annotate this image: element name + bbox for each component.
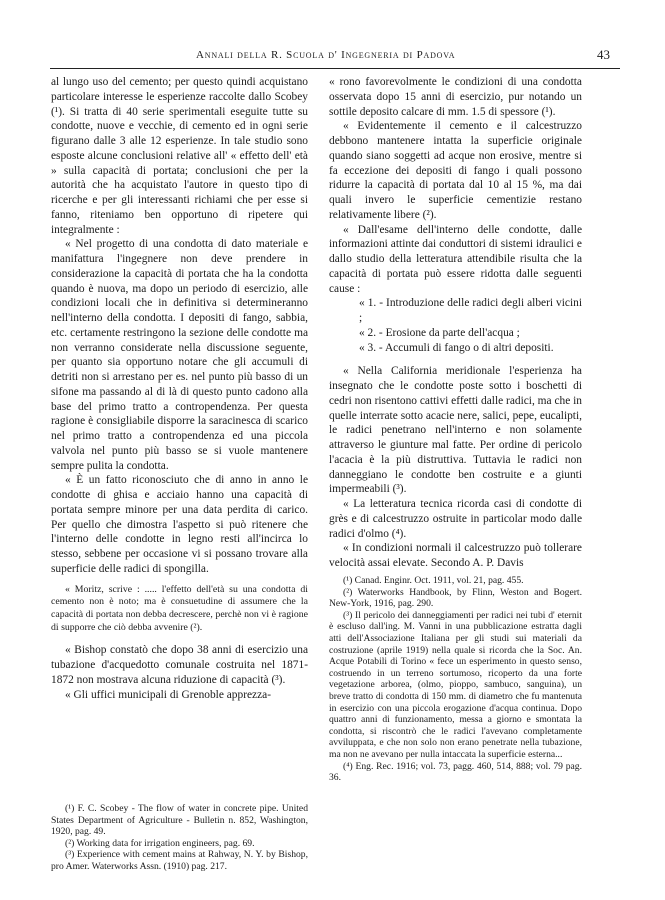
paragraph: « Nella California meridionale l'esperienza ha insegnato che le condotte poste sotto i boschetti di cedri non risentono cattivi effetti dalle radici, ma che in quelle interrate sotto acacie nere, salici, pepe, eucalipti, le radici penetrano nell'interno e non solamente attraverso le giunture mal fatte. Per ordine di pericolo l'acacia è la più distruttiva. Tuttavia le radici non danneggiano le condotte ben costruite e a giunti impermeabili (³). [329,365,582,496]
right-column [329,75,582,571]
paragraph: « È un fatto riconosciuto che di anno in anno le condotte di ghisa e acciaio hanno una capacità di portata sempre minore per una data perdita di carico. Per quello che dimostra l'aspetto si può ritenere che l'interno delle condotte in legno resti all'incirca lo stesso, sebbene per occasione vi si possano trovare alla superficie delle radici di spongilla. [51,474,308,575]
paragraph: « Bishop constatò che dopo 38 anni di esercizio una tubazione d'acquedotto comunale costruita nel 1871-1872 non mostrava alcuna riduzione di capacità (³). [51,644,308,686]
footnote: (²) Working data for irrigation engineers, pag. 69. [65,837,255,849]
footnote: (¹) F. C. Scobey - The flow of water in concrete pipe. United States Department of Agriculture - Bulletin n. 852, Washington, 1920, pag. 49. [51,803,308,838]
paragraph: « Dall'esame dell'interno delle condotte, dalle informazioni attinte dai conduttori di sistemi idraulici e dallo studio della letteratura attendibile risulta che la capacità di portata può essere ridotta dalle seguenti cause : [329,223,582,295]
paragraph: « La letteratura tecnica ricorda casi di condotte di grès e di calcestruzzo ostruite in particolar modo dalle radici d'olmo (⁴). [329,498,582,540]
paragraph: « Evidentemente il cemento e il calcestruzzo debbono mantenere intatta la superficie originale quando siano soggetti ad acque non erosive, mentre si fa eccezione dei depositi di fango i quali possono ridurre la capacità di portata dal 10 al 15 %, ma dai quali invero le superficie cementizie restano relativamente libere (²). [329,120,582,221]
page-number: 43 [597,47,610,62]
paragraph: al lungo uso del cemento; per questo quindi acquistano particolare interesse le esperienze raccolte dallo Scobey (¹). Si tratta di 40 serie sperimentali eseguite tutte su condotte, nuove e vecchie, di cemento ed in ogni serie figurano dalle 3 alle 12 esperienze. In tale studio sono esposte alcune conclusioni relative all' « effetto dell' età » sulla capacità di portata; conclusioni che per la autorità che ha acquistato l'autore in questo tipo di ricerche e per gli interessanti richiami che per esse si fanno, riteniamo ben opportuno di ripetere qui integralmente : [51,76,308,236]
paragraph: « In condizioni normali il calcestruzzo può tollerare velocità assai elevate. Secondo A. P. Davis [329,542,582,569]
left-column [51,75,308,702]
paragraph: « rono favorevolmente le condizioni di una condotta osservata dopo 15 anni di esercizio, pur notando un sottile deposito calcare di mm. 1.5 di spessore (¹). [329,76,582,118]
header-divider [50,68,620,69]
right-footnotes [329,575,582,784]
moritz-quote: « Moritz, scrive : ..... l'effetto dell'età su una condotta di cemento non è noto; ma è consuetudine di assumere che la capacità di portata non debba decrescere, perchè non vi è ragione di supporre che ciò debba avvenire (²). [51,583,308,633]
causes-list [329,296,582,355]
list-item: « 3. - Accumuli di fango o di altri depositi. [359,341,554,354]
footnote: (³) Experience with cement mains at Rahway, N. Y. by Bishop, pro Amer. Waterworks Assn. (1910) pag. 217. [51,849,308,872]
left-footnotes [51,803,308,873]
footnote: (¹) Canad. Enginr. Oct. 1911, vol. 21, pag. 455. [343,575,524,586]
footnote: (³) Il pericolo dei danneggiamenti per radici nei tubi d' eternit è escluso dall'ing. M. Vanni in una pubblicazione estratta dagli atti dell'Associazione Italiana per gli studi sui materiali da costruzione (aprile 1919) nella quale si ricorda che la Soc. An. Acque Potabili di Torino « fece un esperimento in questo senso, costruendo in un terreno sortumoso, ricoperto da una forte vegetazione arborea, (olmo, pioppo, sambuco, sanguina), un breve tratto di condotta di 150 mm. di diametro che fu mantenuta in esercizio con una piccola erogazione d'acqua continua. Dopo quattro anni di funzionamento, messa a giorno e smontata la condotta, si riscontrò che le radici l'avevano completamente avviluppata, e che non solo non erano penetrate nella tubazione, ma non ne avevano per nulla intaccata la superficie esterna... [329,609,582,760]
running-title: Annali della R. Scuola d' Ingegneria di Padova [196,49,456,61]
list-item: « 1. - Introduzione delle radici degli alberi vicini ; [359,297,582,324]
paragraph: « Gli uffici municipali di Grenoble apprezza- [65,688,272,701]
paragraph: « Nel progetto di una condotta di dato materiale e manifattura l'ingegnere non deve prendere in considerazione la capacità di portata che ha la condotta quando è nuova, ma dopo un periodo di esercizio, alle condizioni locali che in definitiva si determineranno nell'interno della condotta. I depositi di fango, sabbia, etc. certamente restringono la sezione delle condotte ma non verranno considerate nella discussione seguente, per quanto sia opportuno notare che gli accumuli di detriti non si arrestano per es. nel punto più basso di un sifone ma passando al di là di questo punto cadono alla base del primo tratto a contropendenza. Per questa ragione è consigliabile disporre la saracinesca di scarico nel primo tratto a contropendenza ed una piccola valvola nel punto più basso se si vuole mantenere sempre pulita la condotta. [51,238,308,472]
footnote: (²) Waterworks Handbook, by Flinn, Weston and Bogert. New-York, 1916, pag. 290. [329,586,582,610]
footnote: (⁴) Eng. Rec. 1916; vol. 73, pagg. 460, 514, 888; vol. 79 pag. 36. [329,760,582,784]
list-item: « 2. - Erosione da parte dell'acqua ; [359,326,520,339]
